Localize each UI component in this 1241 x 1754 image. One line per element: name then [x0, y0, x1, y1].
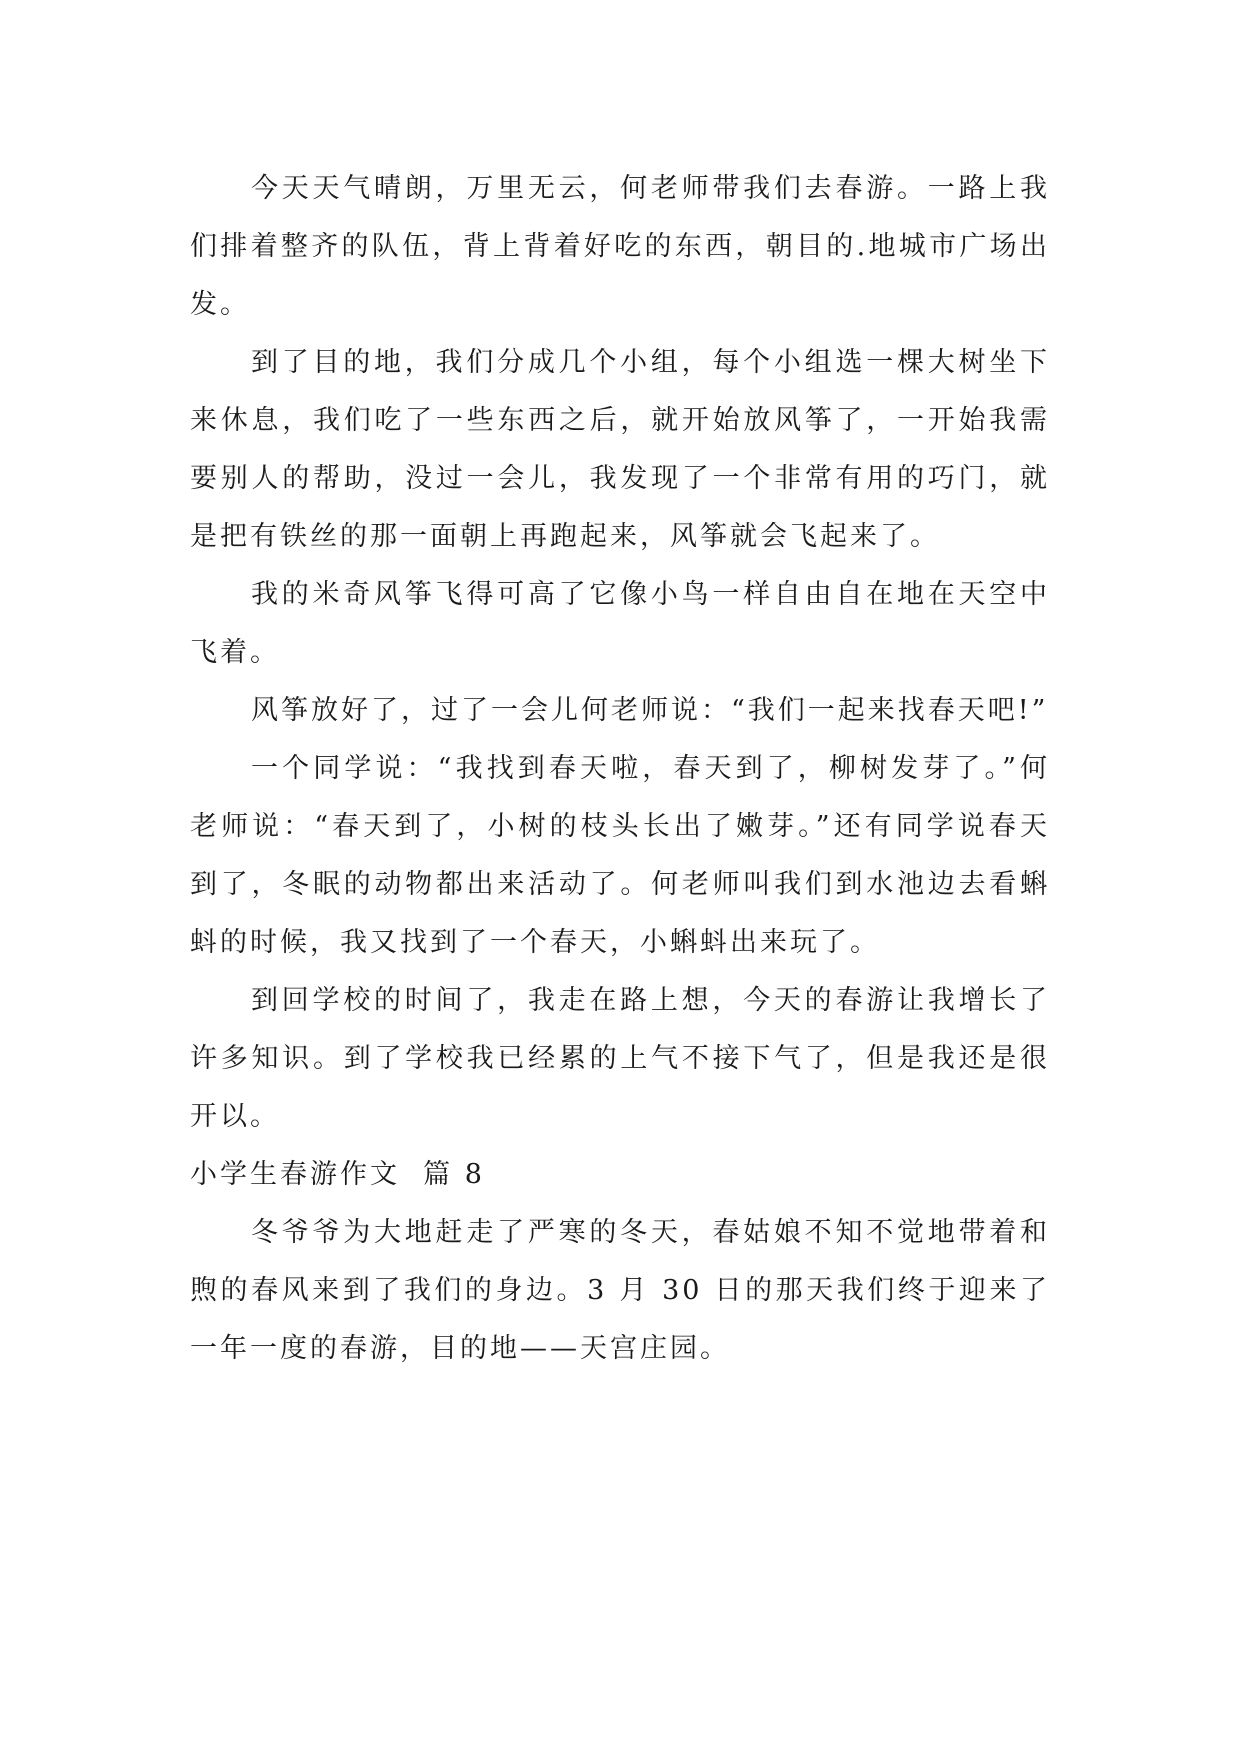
paragraph-1: 今天天气晴朗，万里无云，何老师带我们去春游。一路上我们排着整齐的队伍，背上背着好吃的东西，朝目的.地城市广场出发。 — [190, 173, 1050, 320]
section-heading: 小学生春游作文 篇 8 — [190, 1159, 485, 1190]
paragraph-2: 到了目的地，我们分成几个小组，每个小组选一棵大树坐下来休息，我们吃了一些东西之后，就开始放风筝了，一开始我需要别人的帮助，没过一会儿，我发现了一个非常有用的巧门，就是把有铁丝的那一面朝上再跑起来，风筝就会飞起来了。 — [190, 347, 1050, 552]
paragraph-5: 一个同学说：“我找到春天啦，春天到了，柳树发芽了。”何老师说：“春天到了，小树的枝头长出了嫩芽。”还有同学说春天到了，冬眠的动物都出来活动了。何老师叫我们到水池边去看蝌蚪的时候，我又找到了一个春天，小蝌蚪出来玩了。 — [190, 753, 1050, 958]
paragraph-6: 到回学校的时间了，我走在路上想，今天的春游让我增长了许多知识。到了学校我已经累的上气不接下气了，但是我还是很开以。 — [190, 985, 1050, 1132]
paragraph-4: 风筝放好了，过了一会儿何老师说：“我们一起来找春天吧!” — [251, 695, 1049, 726]
section-paragraph-1: 冬爷爷为大地赶走了严寒的冬天，春姑娘不知不觉地带着和煦的春风来到了我们的身边。3 月 30 日的那天我们终于迎来了一年一度的春游，目的地——天宫庄园。 — [190, 1217, 1050, 1364]
paragraph-3: 我的米奇风筝飞得可高了它像小鸟一样自由自在地在天空中飞着。 — [190, 579, 1050, 668]
document-page — [190, 160, 1050, 1378]
